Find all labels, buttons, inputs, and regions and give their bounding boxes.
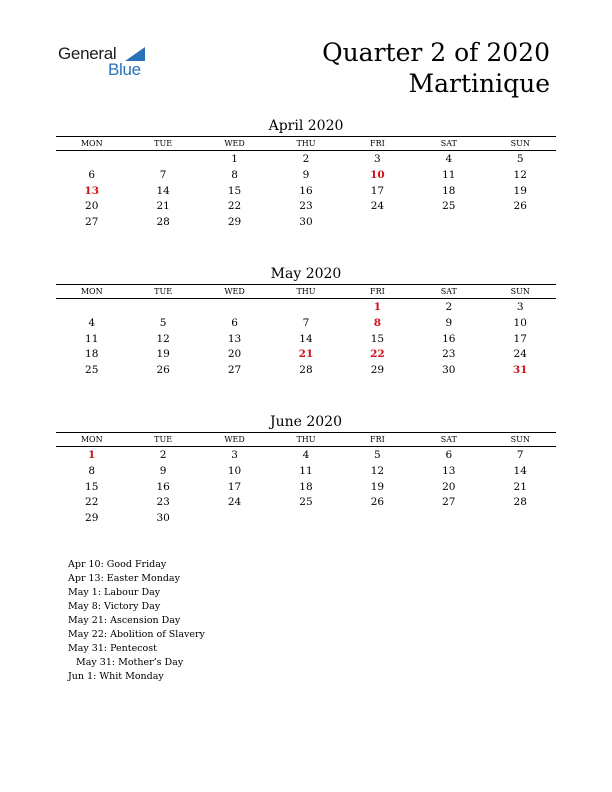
week-row <box>56 332 556 348</box>
day-cell: 23 <box>442 348 456 361</box>
weekday-header: SAT <box>440 287 457 296</box>
logo-text-general: General <box>58 44 117 63</box>
month-calendar <box>56 412 556 527</box>
day-cell: 17 <box>370 184 385 197</box>
day-cell: 20 <box>442 480 456 493</box>
weekday-header: WED <box>224 287 245 296</box>
week-row <box>56 480 556 496</box>
day-cell: 15 <box>85 480 99 493</box>
day-cell: 27 <box>442 496 456 509</box>
empty-day-cell <box>127 300 198 316</box>
holiday-list-item: Apr 13: Easter Monday <box>68 573 180 584</box>
empty-day-cell <box>56 300 127 316</box>
day-cell: 26 <box>513 200 527 213</box>
weekday-header: SUN <box>510 435 530 444</box>
empty-day-cell <box>413 215 484 231</box>
holiday-list-item: May 8: Victory Day <box>68 601 161 612</box>
week-row <box>56 464 556 480</box>
holiday-day-cell: 31 <box>512 364 528 377</box>
empty-day-cell <box>199 300 270 316</box>
day-cell: 25 <box>299 496 313 509</box>
day-cell: 20 <box>227 348 242 361</box>
week-row <box>56 448 556 464</box>
day-cell: 11 <box>299 464 313 477</box>
day-cell: 7 <box>302 316 310 329</box>
day-cell: 26 <box>156 364 170 377</box>
empty-day-cell <box>342 215 413 231</box>
day-cell: 2 <box>302 153 310 165</box>
week-row <box>56 199 556 215</box>
day-cell: 28 <box>156 216 170 229</box>
day-cell: 7 <box>159 168 167 181</box>
logo-text-blue: Blue <box>108 60 141 79</box>
day-cell: 25 <box>442 200 456 213</box>
day-cell: 1 <box>231 153 238 165</box>
day-cell: 6 <box>88 168 96 181</box>
day-cell: 13 <box>227 332 242 345</box>
day-cell: 10 <box>227 464 242 477</box>
day-cell: 28 <box>513 496 527 509</box>
day-cell: 3 <box>231 449 238 461</box>
day-cell: 17 <box>513 332 527 345</box>
holiday-list-item: May 31: Mother’s Day <box>76 657 184 668</box>
day-cell: 2 <box>445 301 453 313</box>
empty-day-cell <box>199 511 270 527</box>
day-cell: 24 <box>370 200 385 213</box>
day-cell: 21 <box>513 480 527 493</box>
logo-triangle-icon <box>125 47 145 61</box>
day-cell: 11 <box>85 332 99 345</box>
day-cell: 29 <box>370 364 385 377</box>
day-cell: 28 <box>299 364 313 377</box>
empty-day-cell <box>270 511 341 527</box>
day-cell: 15 <box>227 184 242 197</box>
day-cell: 10 <box>513 316 527 329</box>
day-cell: 14 <box>299 332 313 345</box>
holiday-day-cell: 13 <box>84 184 100 197</box>
week-row <box>56 184 556 200</box>
day-cell: 25 <box>85 364 99 377</box>
day-cell: 5 <box>374 449 381 461</box>
holiday-list-item: May 21: Ascension Day <box>68 615 181 626</box>
holiday-list <box>68 558 205 684</box>
week-row <box>56 495 556 511</box>
day-cell: 4 <box>445 153 453 165</box>
day-cell: 22 <box>227 200 242 213</box>
day-cell: 27 <box>85 216 99 229</box>
day-cell: 20 <box>85 200 99 213</box>
day-cell: 11 <box>442 168 456 181</box>
day-cell: 4 <box>302 449 310 461</box>
weekday-header: SAT <box>440 435 457 444</box>
day-cell: 16 <box>299 184 313 197</box>
weekday-header: TUE <box>154 139 173 148</box>
week-row <box>56 152 556 168</box>
day-cell: 14 <box>156 184 170 197</box>
day-cell: 15 <box>370 332 385 345</box>
empty-day-cell <box>56 152 127 168</box>
day-cell: 18 <box>85 348 99 361</box>
day-cell: 3 <box>374 153 381 165</box>
week-row <box>56 168 556 184</box>
day-cell: 29 <box>85 512 99 525</box>
day-cell: 19 <box>156 348 170 361</box>
holiday-list-item: Jun 1: Whit Monday <box>68 671 164 682</box>
day-cell: 16 <box>442 332 456 345</box>
holiday-day-cell: 22 <box>370 348 385 361</box>
month-title: April 2020 <box>268 118 344 134</box>
weekday-header: THU <box>296 435 316 444</box>
month-calendar <box>56 264 556 379</box>
weekday-header: THU <box>296 139 316 148</box>
day-cell: 30 <box>442 364 456 377</box>
weekday-header: SUN <box>510 287 530 296</box>
weekday-header: MON <box>80 435 103 444</box>
weekday-header-row <box>56 137 556 151</box>
day-cell: 8 <box>88 464 96 477</box>
day-cell: 30 <box>299 216 313 229</box>
week-row <box>56 215 556 231</box>
day-cell: 19 <box>513 184 527 197</box>
holiday-day-cell: 10 <box>370 168 385 181</box>
empty-day-cell <box>413 511 484 527</box>
week-row <box>56 511 556 527</box>
day-cell: 6 <box>445 449 453 461</box>
day-cell: 18 <box>299 480 313 493</box>
day-cell: 5 <box>159 316 167 329</box>
day-cell: 12 <box>156 332 170 345</box>
day-cell: 24 <box>513 348 527 361</box>
month-title: June 2020 <box>269 414 342 430</box>
day-cell: 18 <box>442 184 456 197</box>
day-cell: 26 <box>370 496 385 509</box>
title-quarter: Quarter 2 of 2020 <box>322 38 550 67</box>
day-cell: 4 <box>88 316 96 329</box>
month-title: May 2020 <box>270 266 342 282</box>
day-cell: 7 <box>516 449 524 461</box>
day-cell: 6 <box>231 316 238 329</box>
day-cell: 14 <box>513 464 527 477</box>
weekday-header: THU <box>296 287 316 296</box>
holiday-day-cell: 21 <box>298 348 314 361</box>
weekday-header-row <box>56 285 556 299</box>
empty-day-cell <box>342 511 413 527</box>
empty-day-cell <box>485 511 556 527</box>
weekday-header: SAT <box>440 139 457 148</box>
weekday-header: MON <box>80 139 103 148</box>
day-cell: 9 <box>159 464 167 477</box>
weekday-header: TUE <box>154 435 173 444</box>
weekday-header: TUE <box>154 287 173 296</box>
day-cell: 19 <box>370 480 385 493</box>
week-row <box>56 316 556 332</box>
week-row <box>56 363 556 379</box>
holiday-list-item: May 1: Labour Day <box>68 587 161 598</box>
empty-day-cell <box>127 152 198 168</box>
weekday-header: SUN <box>510 139 530 148</box>
day-cell: 24 <box>227 496 242 509</box>
day-cell: 27 <box>227 364 242 377</box>
weekday-header: WED <box>224 435 245 444</box>
weekday-header: FRI <box>370 139 385 148</box>
weekday-header: MON <box>80 287 103 296</box>
day-cell: 3 <box>516 301 524 313</box>
holiday-day-cell: 8 <box>373 316 382 329</box>
month-calendar <box>56 116 556 231</box>
weekday-header: FRI <box>370 435 385 444</box>
holiday-list-item: Apr 10: Good Friday <box>68 559 167 570</box>
day-cell: 22 <box>85 496 99 509</box>
day-cell: 13 <box>442 464 456 477</box>
holiday-list-item: May 22: Abolition of Slavery <box>68 629 205 640</box>
day-cell: 23 <box>156 496 170 509</box>
day-cell: 2 <box>159 449 167 461</box>
day-cell: 23 <box>299 200 313 213</box>
day-cell: 12 <box>513 168 527 181</box>
weekday-header: WED <box>224 139 245 148</box>
day-cell: 29 <box>227 216 242 229</box>
week-row <box>56 347 556 363</box>
day-cell: 8 <box>231 168 238 181</box>
holiday-day-cell: 1 <box>88 449 96 461</box>
holiday-list-item: May 31: Pentecost <box>68 643 157 654</box>
empty-day-cell <box>485 215 556 231</box>
day-cell: 5 <box>516 153 524 165</box>
day-cell: 9 <box>302 168 310 181</box>
page-title <box>322 37 550 99</box>
holiday-day-cell: 1 <box>373 301 382 313</box>
title-country: Martinique <box>408 69 550 98</box>
day-cell: 30 <box>156 512 170 525</box>
day-cell: 16 <box>156 480 170 493</box>
weekday-header-row <box>56 433 556 447</box>
week-row <box>56 300 556 316</box>
day-cell: 12 <box>370 464 385 477</box>
empty-day-cell <box>270 300 341 316</box>
day-cell: 17 <box>227 480 242 493</box>
generalblue-logo <box>58 44 158 84</box>
weekday-header: FRI <box>370 287 385 296</box>
day-cell: 9 <box>445 316 453 329</box>
day-cell: 21 <box>156 200 170 213</box>
